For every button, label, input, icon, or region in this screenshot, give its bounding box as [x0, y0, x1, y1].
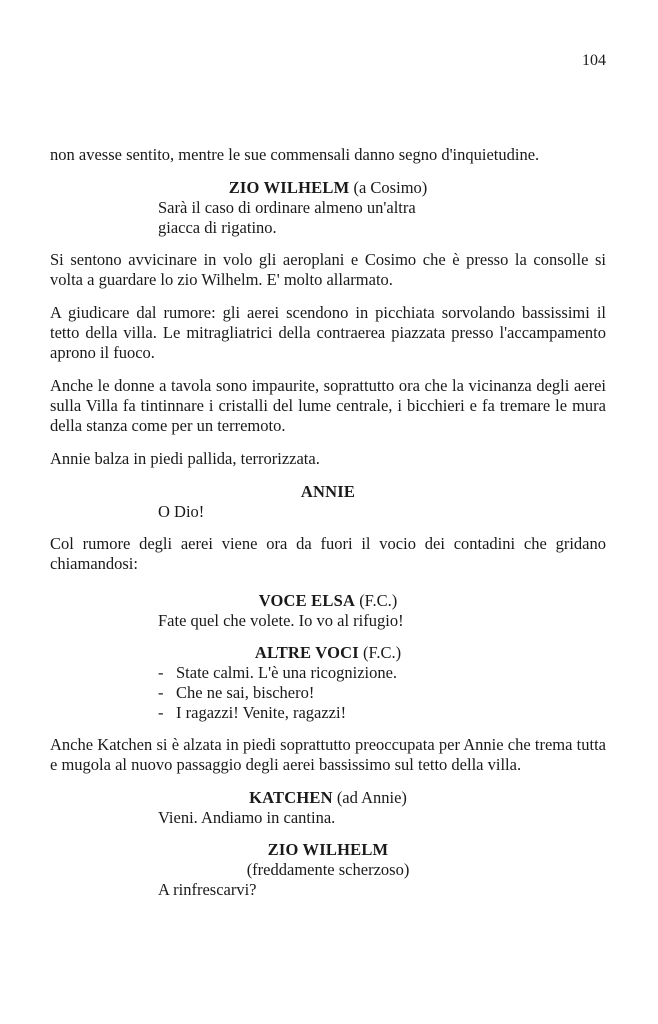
- action-paragraph: A giudicare dal rumore: gli aerei scendono in picchiata sorvolando bassissimi il tetto della villa. Le mitragliatrici della contraerea piazzata presso l'accampamento aprono il fuoco.: [50, 303, 606, 362]
- dialogue-line: A rinfrescarvi?: [158, 880, 257, 899]
- script-body: [50, 145, 606, 912]
- list-item: - I ragazzi! Venite, ragazzi!: [158, 703, 606, 723]
- stage-direction: (ad Annie): [336, 788, 407, 807]
- dialogue-block: [50, 840, 606, 900]
- dialogue-block: [50, 788, 606, 828]
- dialogue-line: Sarà il caso di ordinare almeno un'altra: [158, 198, 416, 217]
- action-paragraph: Anche Katchen si è alzata in piedi soprattutto preoccupata per Annie che trema tutta e mugola al nuovo passaggio degli aerei bassissimo sul tetto della villa.: [50, 735, 606, 774]
- dialogue-line: Fate quel che volete. Io vo al rifugio!: [158, 611, 404, 630]
- speaker-name: ANNIE: [300, 482, 356, 501]
- speaker-line: [50, 591, 606, 611]
- dialogue-line: Vieni. Andiamo in cantina.: [158, 808, 336, 827]
- list-item: - State calmi. L'è una ricognizione.: [158, 663, 606, 683]
- speaker-name: ALTRE VOCI: [254, 643, 359, 662]
- dialogue-block: [50, 482, 606, 522]
- dialogue-block: [50, 178, 606, 238]
- speaker-name: KATCHEN: [249, 788, 333, 807]
- speaker-line: [50, 840, 606, 860]
- speaker-line: [50, 788, 606, 808]
- action-paragraph: Col rumore degli aerei viene ora da fuori il vocio dei contadini che gridano chiamandosi:: [50, 534, 606, 573]
- dialogue-line: O Dio!: [158, 502, 205, 521]
- dialogue-line: giacca di rigatino.: [158, 218, 277, 237]
- speaker-name: VOCE ELSA: [258, 591, 356, 610]
- page-number: 104: [582, 52, 606, 69]
- action-paragraph: Anche le donne a tavola sono impaurite, soprattutto ora che la vicinanza degli aerei sulla Villa fa tintinnare i cristalli del lume centrale, i bicchieri e fa tremare le mura della stanza come per un terremoto.: [50, 376, 606, 435]
- action-paragraph: non avesse sentito, mentre le sue commensali danno segno d'inquietudine.: [50, 145, 540, 164]
- action-paragraph: Si sentono avvicinare in volo gli aeroplani e Cosimo che è presso la consolle si volta a guardare lo zio Wilhelm. E' molto allarmato.: [50, 250, 606, 289]
- dialogue-block: [50, 643, 606, 723]
- speaker-name: ZIO WILHELM: [267, 840, 389, 859]
- stage-direction: (F.C.): [359, 591, 398, 610]
- list-item: - Che ne sai, bischero!: [158, 683, 606, 703]
- dialogue-block: [50, 591, 606, 631]
- stage-direction: (F.C.): [362, 643, 402, 662]
- speaker-line: [50, 482, 606, 502]
- parenthetical: (freddamente scherzoso): [246, 860, 410, 879]
- dialogue-list: [158, 663, 606, 723]
- speaker-line: [50, 178, 606, 198]
- speaker-name: ZIO WILHELM: [228, 178, 350, 197]
- stage-direction: (a Cosimo): [353, 178, 428, 197]
- action-paragraph: Annie balza in piedi pallida, terrorizzata.: [50, 449, 320, 468]
- speaker-line: [50, 643, 606, 663]
